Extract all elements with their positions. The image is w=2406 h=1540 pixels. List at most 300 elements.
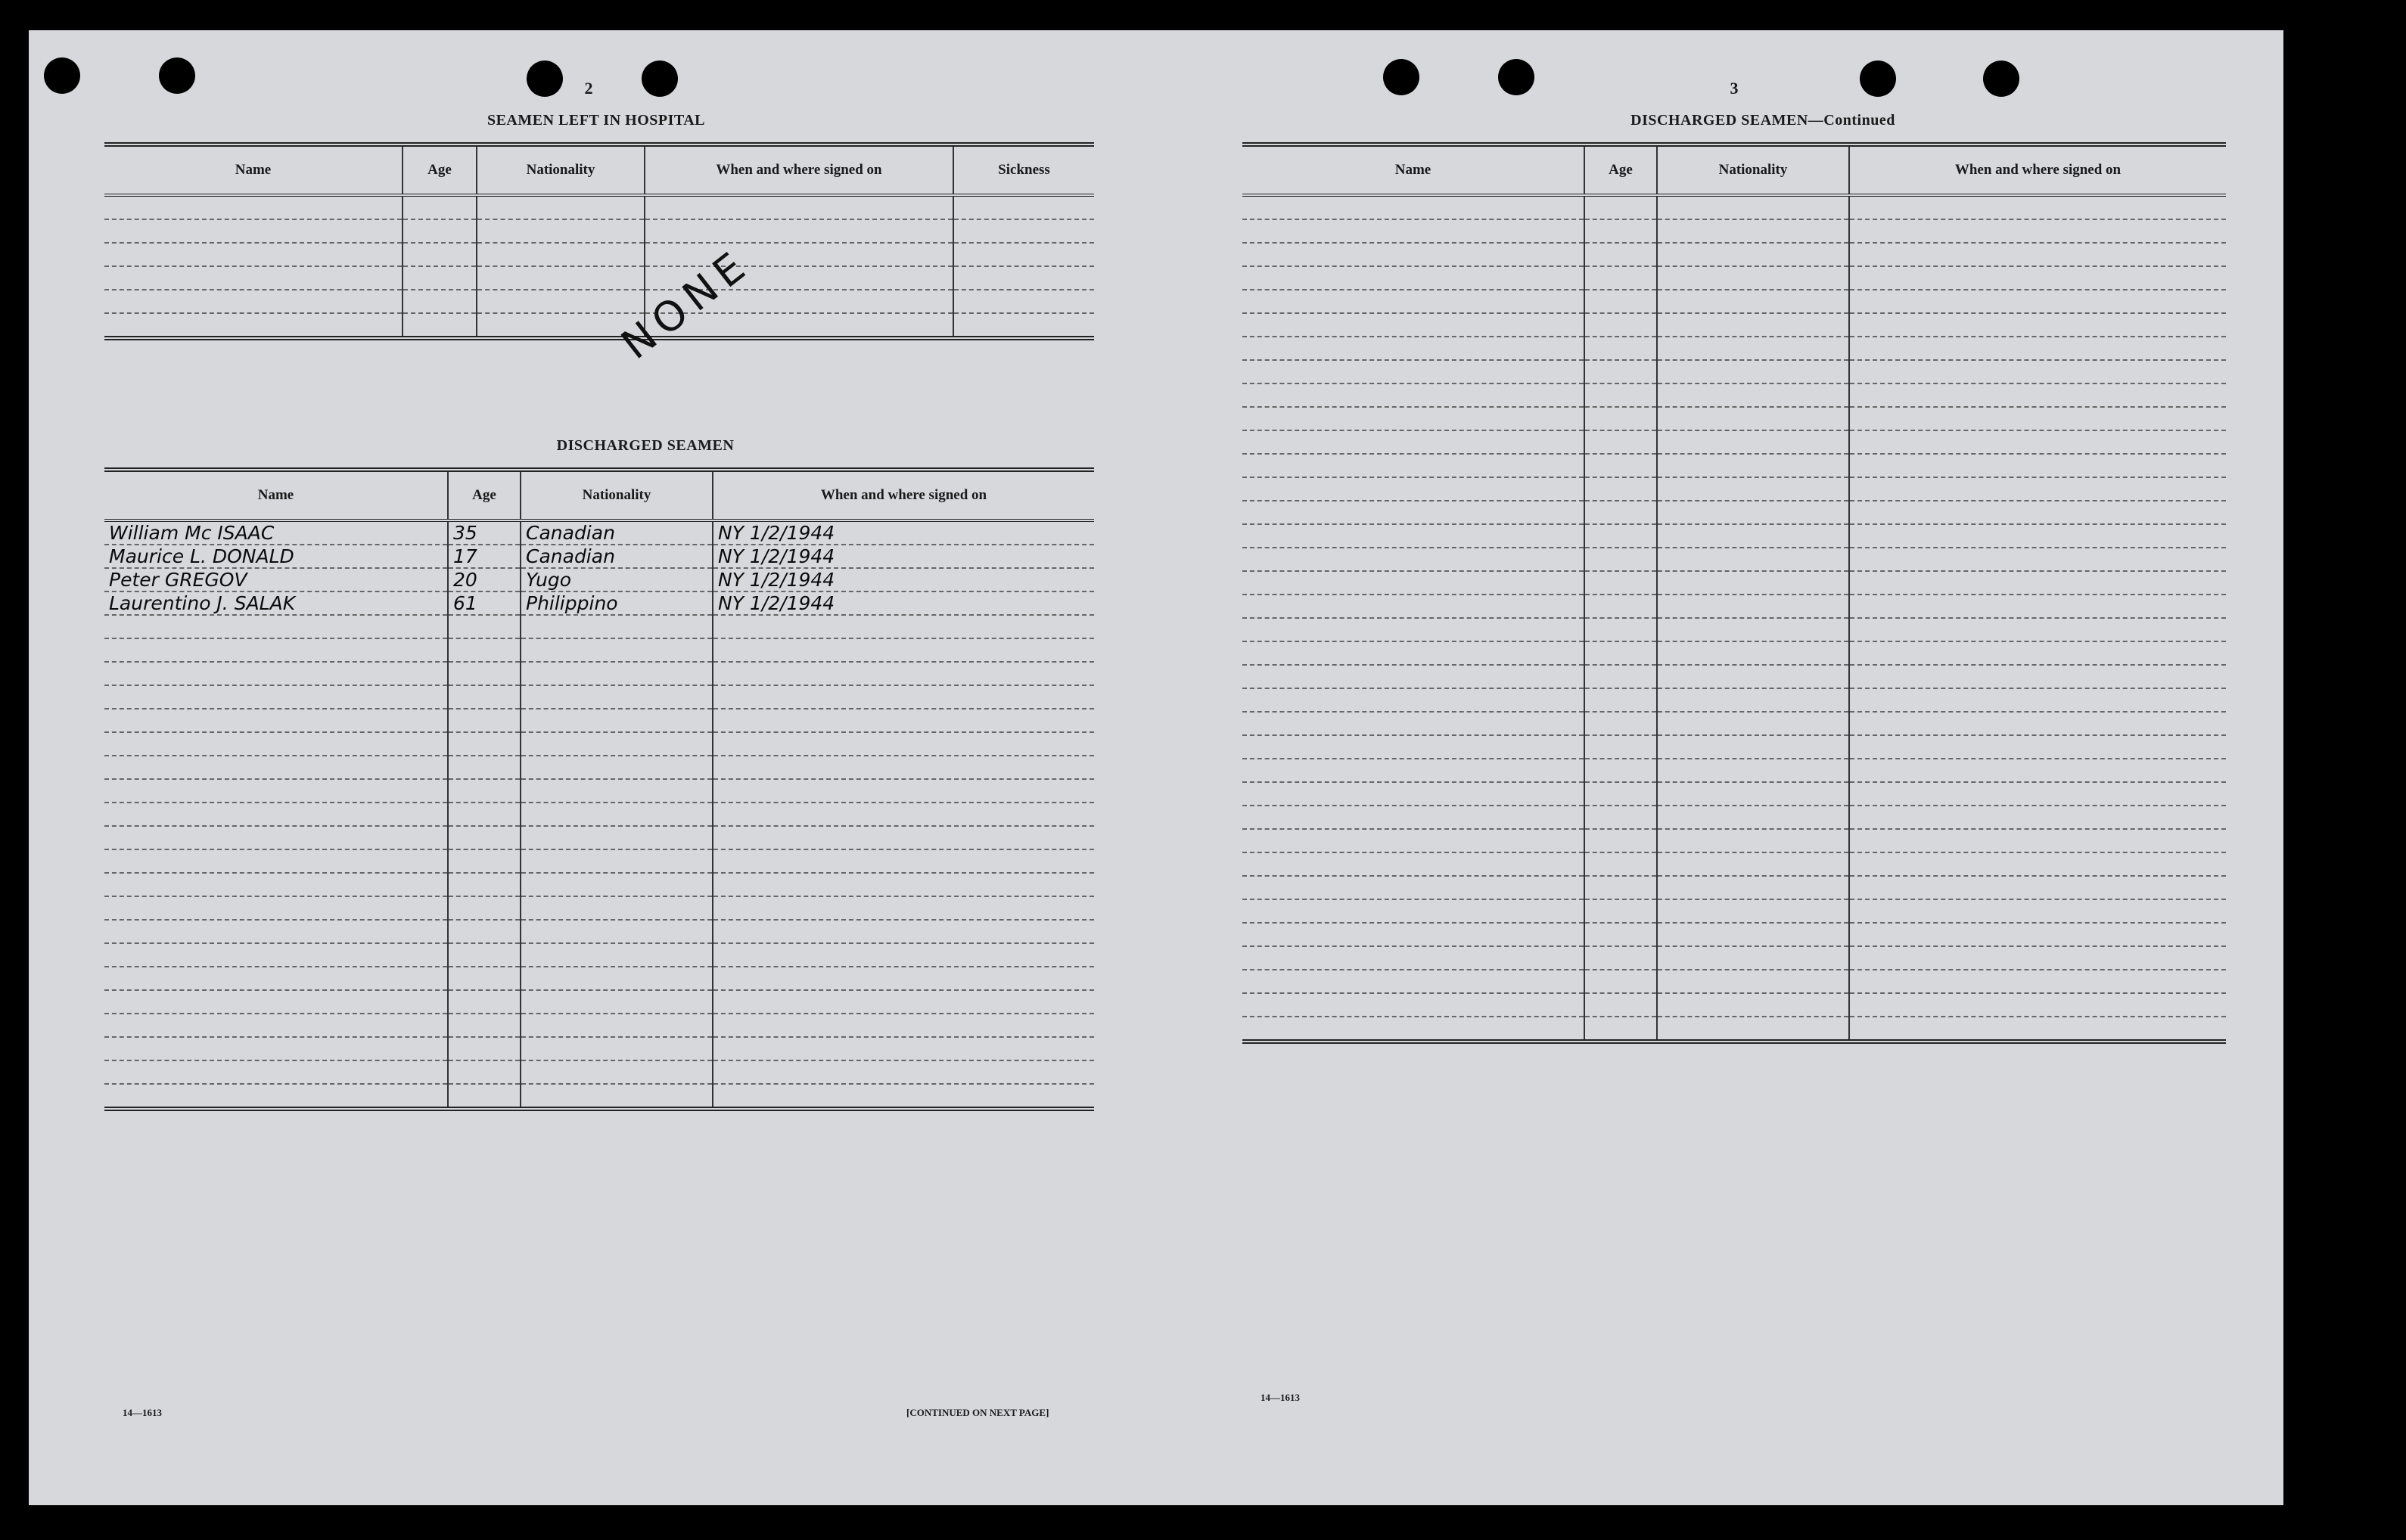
table-cell [521, 709, 713, 732]
table-cell [1242, 195, 1584, 219]
table-cell [1584, 946, 1657, 970]
table-cell [1584, 595, 1657, 618]
table-cell [1584, 548, 1657, 571]
table-row [1242, 595, 2226, 618]
table-cell [448, 638, 521, 662]
table-cell [448, 896, 521, 920]
table-cell [1849, 688, 2226, 712]
table-cell [403, 195, 477, 219]
table-row [104, 520, 1094, 545]
table-cell [448, 849, 521, 873]
table-row [1242, 501, 2226, 524]
table-cell [477, 243, 645, 266]
table-cell [521, 1014, 713, 1037]
table-row [104, 967, 1094, 990]
table-row [1242, 477, 2226, 501]
column-header: Nationality [477, 144, 645, 195]
column-header: Age [1584, 144, 1657, 195]
punch-hole [159, 57, 195, 94]
table-row [1242, 337, 2226, 360]
table-cell [448, 1014, 521, 1037]
table-row [1242, 806, 2226, 829]
table-cell [1584, 290, 1657, 313]
table-cell [521, 1084, 713, 1109]
table-cell [521, 685, 713, 709]
table-cell [1849, 313, 2226, 337]
table-cell [1584, 195, 1657, 219]
table-cell [1584, 219, 1657, 243]
table-cell [1657, 454, 1849, 477]
table-cell [104, 732, 448, 756]
table-cell [1849, 548, 2226, 571]
table-row [104, 545, 1094, 568]
table-cell [1849, 852, 2226, 876]
table-cell [1657, 243, 1849, 266]
table-cell [1657, 618, 1849, 641]
table-cell [104, 313, 403, 338]
table-cell [1584, 735, 1657, 759]
table-cell: Canadian [521, 520, 713, 545]
table-cell [521, 662, 713, 685]
table-cell [1657, 477, 1849, 501]
table-row [104, 685, 1094, 709]
table-cell [713, 709, 1094, 732]
table-cell [1657, 665, 1849, 688]
table-cell [1242, 360, 1584, 383]
table-row [104, 662, 1094, 685]
table-cell [104, 709, 448, 732]
table-cell [104, 849, 448, 873]
table-cell: 20 [448, 568, 521, 591]
table-cell [1657, 923, 1849, 946]
table-row [104, 873, 1094, 896]
table-cell [1849, 266, 2226, 290]
table-cell [1584, 806, 1657, 829]
table-cell [1657, 195, 1849, 219]
table-cell [1657, 993, 1849, 1017]
table-cell: Canadian [521, 545, 713, 568]
table-row [1242, 665, 2226, 688]
table-cell [104, 1037, 448, 1060]
table-cell [521, 873, 713, 896]
punch-hole [1860, 61, 1896, 97]
table-cell [448, 920, 521, 943]
hospital-section-title: SEAMEN LEFT IN HOSPITAL [486, 112, 706, 129]
table-cell [1849, 360, 2226, 383]
table-row [104, 615, 1094, 638]
table-cell [1657, 360, 1849, 383]
table-row [1242, 735, 2226, 759]
table-row [1242, 454, 2226, 477]
table-cell [713, 967, 1094, 990]
table-cell [104, 920, 448, 943]
table-cell [1849, 243, 2226, 266]
table-row [104, 195, 1094, 219]
table-cell [1657, 759, 1849, 782]
table-cell [1584, 759, 1657, 782]
table-cell [1242, 946, 1584, 970]
table-row [1242, 266, 2226, 290]
table-cell [1584, 688, 1657, 712]
table-cell [477, 266, 645, 290]
table-cell [521, 896, 713, 920]
table-cell [713, 826, 1094, 849]
column-header: Nationality [521, 470, 713, 520]
table-cell [521, 849, 713, 873]
table-cell [521, 756, 713, 779]
table-cell [1242, 524, 1584, 548]
table-cell [1849, 383, 2226, 407]
punch-hole [1498, 59, 1534, 95]
table-cell [1849, 923, 2226, 946]
table-cell [1849, 337, 2226, 360]
column-header: When and where signed on [645, 144, 953, 195]
table-cell [1584, 618, 1657, 641]
table-cell [521, 615, 713, 638]
table-cell [1849, 618, 2226, 641]
table-cell [1242, 970, 1584, 993]
table-cell [1849, 454, 2226, 477]
column-header: Name [1242, 144, 1584, 195]
table-cell [713, 732, 1094, 756]
table-cell [448, 1060, 521, 1084]
table-cell [713, 1060, 1094, 1084]
table-cell [1242, 641, 1584, 665]
table-row [104, 1037, 1094, 1060]
table-row [104, 638, 1094, 662]
table-cell [1242, 712, 1584, 735]
table-cell [521, 967, 713, 990]
table-cell [953, 290, 1094, 313]
table-row [104, 732, 1094, 756]
table-cell [104, 1060, 448, 1084]
table-cell [1657, 266, 1849, 290]
table-row [104, 756, 1094, 779]
table-cell [1242, 571, 1584, 595]
table-cell [1849, 477, 2226, 501]
table-row [104, 313, 1094, 338]
column-header: Age [448, 470, 521, 520]
table-cell [104, 266, 403, 290]
discharged-table [104, 467, 1094, 1111]
table-cell [1657, 899, 1849, 923]
table-cell: Maurice L. DONALD [104, 545, 448, 568]
table-row [1242, 360, 2226, 383]
table-cell [1242, 923, 1584, 946]
table-cell: NY 1/2/1944 [713, 591, 1094, 615]
none-annotation: NONE [612, 238, 760, 369]
table-cell [645, 219, 953, 243]
table-cell [521, 1060, 713, 1084]
table-cell [1242, 290, 1584, 313]
table-cell [1849, 970, 2226, 993]
table-cell [1584, 641, 1657, 665]
table-row [1242, 243, 2226, 266]
table-cell [1849, 195, 2226, 219]
punch-hole [527, 61, 563, 97]
table-cell [1584, 829, 1657, 852]
table-cell [448, 943, 521, 967]
table-cell [1242, 219, 1584, 243]
table-cell [448, 732, 521, 756]
table-cell [1584, 266, 1657, 290]
table-cell [1657, 829, 1849, 852]
table-cell: 35 [448, 520, 521, 545]
table-row [1242, 219, 2226, 243]
table-cell: Yugo [521, 568, 713, 591]
table-cell [1657, 782, 1849, 806]
table-cell [1849, 430, 2226, 454]
table-row [1242, 829, 2226, 852]
table-cell [104, 662, 448, 685]
table-cell [1849, 219, 2226, 243]
table-cell [1657, 430, 1849, 454]
table-cell: NY 1/2/1944 [713, 520, 1094, 545]
table-cell [1657, 806, 1849, 829]
punch-hole [1983, 61, 2019, 97]
document-sheet [29, 30, 2283, 1505]
table-row [1242, 876, 2226, 899]
punch-hole [642, 61, 678, 97]
table-cell [1657, 501, 1849, 524]
table-row [1242, 759, 2226, 782]
column-header: Name [104, 470, 448, 520]
table-row [104, 849, 1094, 873]
table-cell [1584, 876, 1657, 899]
table-cell [403, 243, 477, 266]
table-row [104, 779, 1094, 803]
table-cell [448, 756, 521, 779]
table-cell [953, 313, 1094, 338]
table-cell [1849, 806, 2226, 829]
table-cell [521, 990, 713, 1014]
table-row [1242, 383, 2226, 407]
table-cell [448, 662, 521, 685]
table-cell [1242, 548, 1584, 571]
table-cell [1657, 688, 1849, 712]
table-cell [713, 779, 1094, 803]
table-row [104, 803, 1094, 826]
continued-table [1242, 142, 2226, 1044]
table-row [104, 920, 1094, 943]
page-number-right: 3 [1730, 79, 1739, 98]
table-row [1242, 970, 2226, 993]
table-cell [1849, 641, 2226, 665]
table-cell: Laurentino J. SALAK [104, 591, 448, 615]
column-header: Name [104, 144, 403, 195]
table-cell [1657, 712, 1849, 735]
table-cell [1849, 829, 2226, 852]
table-row [104, 219, 1094, 243]
table-cell [448, 967, 521, 990]
table-cell [1849, 1017, 2226, 1042]
table-cell [1849, 782, 2226, 806]
table-cell [521, 920, 713, 943]
table-cell [1242, 595, 1584, 618]
table-cell [1584, 524, 1657, 548]
table-cell [521, 803, 713, 826]
column-header: When and where signed on [1849, 144, 2226, 195]
table-cell [713, 873, 1094, 896]
table-cell [403, 219, 477, 243]
table-cell [1584, 782, 1657, 806]
table-cell [104, 1014, 448, 1037]
punch-hole [44, 57, 80, 94]
table-row [1242, 852, 2226, 876]
table-cell: 61 [448, 591, 521, 615]
table-cell [713, 849, 1094, 873]
table-cell: NY 1/2/1944 [713, 568, 1094, 591]
table-cell [1657, 970, 1849, 993]
table-cell [953, 195, 1094, 219]
form-number-right: 14—1613 [1261, 1392, 1300, 1403]
table-cell [713, 1084, 1094, 1109]
table-cell [1657, 407, 1849, 430]
table-cell [1849, 407, 2226, 430]
table-cell [1584, 1017, 1657, 1042]
table-cell [104, 195, 403, 219]
table-cell [713, 615, 1094, 638]
table-cell [1849, 665, 2226, 688]
table-cell [448, 873, 521, 896]
table-row [1242, 899, 2226, 923]
table-cell [477, 195, 645, 219]
table-cell [1584, 360, 1657, 383]
table-row [104, 290, 1094, 313]
table-cell [1657, 735, 1849, 759]
table-cell [713, 920, 1094, 943]
continued-section-title: DISCHARGED SEAMEN—Continued [1630, 112, 1895, 129]
table-cell [448, 803, 521, 826]
table-cell [403, 313, 477, 338]
table-cell [104, 967, 448, 990]
table-cell [1657, 383, 1849, 407]
table-row [104, 896, 1094, 920]
table-cell [953, 219, 1094, 243]
table-cell [1242, 852, 1584, 876]
table-row [104, 568, 1094, 591]
table-cell [1242, 477, 1584, 501]
table-cell [448, 990, 521, 1014]
table-row [104, 266, 1094, 290]
table-cell [448, 709, 521, 732]
table-cell [104, 685, 448, 709]
table-row [104, 943, 1094, 967]
form-number-left: 14—1613 [123, 1407, 162, 1418]
table-cell [104, 219, 403, 243]
table-cell [1584, 923, 1657, 946]
table-cell [1242, 829, 1584, 852]
table-cell [1584, 430, 1657, 454]
table-row [1242, 688, 2226, 712]
table-row [1242, 712, 2226, 735]
table-row [104, 709, 1094, 732]
table-cell [1584, 501, 1657, 524]
column-header: When and where signed on [713, 470, 1094, 520]
table-cell [1584, 852, 1657, 876]
column-header: Sickness [953, 144, 1094, 195]
table-cell [448, 685, 521, 709]
table-cell [1657, 313, 1849, 337]
table-cell [1242, 618, 1584, 641]
table-row [1242, 290, 2226, 313]
table-cell [104, 243, 403, 266]
table-cell [1584, 477, 1657, 501]
table-cell [1584, 243, 1657, 266]
table-cell [1849, 946, 2226, 970]
table-cell [521, 779, 713, 803]
table-cell [713, 662, 1094, 685]
table-cell [521, 943, 713, 967]
table-cell [104, 873, 448, 896]
table-cell [1584, 454, 1657, 477]
table-cell [713, 943, 1094, 967]
table-cell [1584, 993, 1657, 1017]
table-cell [1242, 501, 1584, 524]
table-row [104, 243, 1094, 266]
table-cell [448, 779, 521, 803]
table-row [1242, 548, 2226, 571]
table-cell [1242, 1017, 1584, 1042]
table-row [104, 1060, 1094, 1084]
punch-hole [1383, 59, 1419, 95]
table-cell [713, 990, 1094, 1014]
table-cell [1584, 970, 1657, 993]
table-cell [953, 243, 1094, 266]
table-cell [1657, 641, 1849, 665]
table-cell [1584, 665, 1657, 688]
table-cell [104, 990, 448, 1014]
table-cell [104, 803, 448, 826]
table-cell [1242, 407, 1584, 430]
continued-note: [CONTINUED ON NEXT PAGE] [906, 1407, 1049, 1418]
table-cell [403, 266, 477, 290]
table-cell [1657, 548, 1849, 571]
table-cell [104, 615, 448, 638]
table-cell [1849, 735, 2226, 759]
table-cell [1242, 899, 1584, 923]
table-row [1242, 1017, 2226, 1042]
table-cell [1849, 993, 2226, 1017]
hospital-table [104, 142, 1094, 340]
table-cell [104, 943, 448, 967]
table-cell: NY 1/2/1944 [713, 545, 1094, 568]
table-row [1242, 430, 2226, 454]
table-cell [1242, 337, 1584, 360]
table-row [1242, 524, 2226, 548]
table-row [104, 990, 1094, 1014]
table-row [104, 591, 1094, 615]
table-cell [448, 1084, 521, 1109]
table-cell [104, 290, 403, 313]
table-cell [104, 638, 448, 662]
table-cell [1849, 290, 2226, 313]
table-cell [953, 266, 1094, 290]
table-cell [477, 219, 645, 243]
table-cell [1242, 806, 1584, 829]
table-cell [1584, 383, 1657, 407]
table-cell: 17 [448, 545, 521, 568]
table-cell [1242, 243, 1584, 266]
table-cell [1242, 876, 1584, 899]
table-cell [1584, 899, 1657, 923]
table-cell [713, 1037, 1094, 1060]
table-cell: William Mc ISAAC [104, 520, 448, 545]
table-row [1242, 618, 2226, 641]
table-cell [403, 290, 477, 313]
table-cell [713, 1014, 1094, 1037]
table-cell [713, 685, 1094, 709]
